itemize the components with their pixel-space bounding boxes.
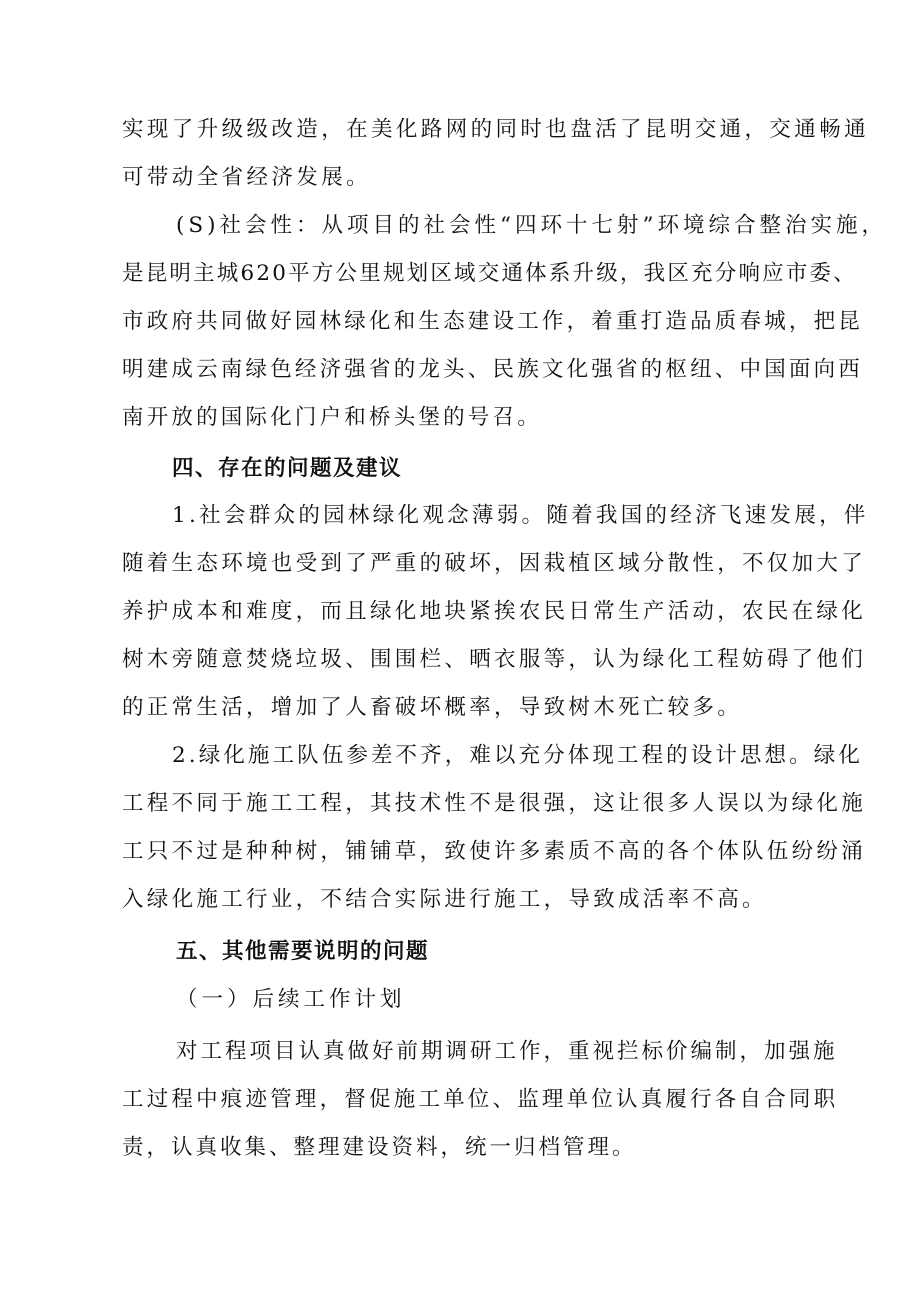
- paragraph-line: (S)社会性：从项目的社会性“四环十七射”环境综合整治实施，: [176, 213, 887, 238]
- section-heading: 五、其他需要说明的问题: [176, 939, 430, 964]
- paragraph-line: 随着生态环境也受到了严重的破坏，因栽植区域分散性，不仅加大了: [122, 551, 867, 576]
- paragraph-line: 实现了升级级改造，在美化路网的同时也盘活了昆明交通，交通畅通: [122, 117, 870, 142]
- paragraph-line: 1.社会群众的园林绿化观念薄弱。随着我国的经济飞速发展，伴: [172, 503, 869, 528]
- paragraph-line: 南开放的国际化门户和桥头堡的号召。: [122, 405, 542, 430]
- paragraph-line: 入绿化施工行业，不结合实际进行施工，导致成活率不高。: [122, 887, 767, 912]
- paragraph-line: 养护成本和难度，而且绿化地块紧挨农民日常生产活动，农民在绿化: [122, 599, 867, 624]
- section-heading: 四、存在的问题及建议: [172, 456, 403, 481]
- paragraph-line: 2.绿化施工队伍参差不齐，难以充分体现工程的设计思想。绿化: [172, 743, 863, 768]
- paragraph-line: 可带动全省经济发展。: [122, 165, 372, 190]
- paragraph-line: 工只不过是种种树，铺铺草，致使许多素质不高的各个体队伍纷纷涌: [122, 839, 867, 864]
- paragraph-line: 责，认真收集、整理建设资料，统一归档管理。: [122, 1135, 637, 1160]
- subsection-heading: （一）后续工作计划: [176, 987, 406, 1012]
- paragraph-line: 工过程中痕迹管理，督促施工单位、监理单位认真履行各自合同职: [122, 1087, 839, 1112]
- paragraph-line: 的正常生活，增加了人畜破坏概率，导致树木死亡较多。: [122, 695, 743, 720]
- paragraph-line: 市政府共同做好园林绿化和生态建设工作，着重打造品质春城，把昆: [122, 309, 864, 334]
- paragraph-line: 对工程项目认真做好前期调研工作，重视拦标价编制，加强施: [176, 1039, 838, 1064]
- paragraph-line: 工程不同于施工工程，其技术性不是很强，这让很多人误以为绿化施: [122, 791, 867, 816]
- paragraph-line: 树木旁随意焚烧垃圾、围围栏、晒衣服等，认为绿化工程妨碍了他们: [122, 647, 867, 672]
- paragraph-line: 明建成云南绿色经济强省的龙头、民族文化强省的枢纽、中国面向西: [122, 357, 864, 382]
- paragraph-line: 是昆明主城620平方公里规划区域交通体系升级，我区充分响应市委、: [122, 261, 857, 286]
